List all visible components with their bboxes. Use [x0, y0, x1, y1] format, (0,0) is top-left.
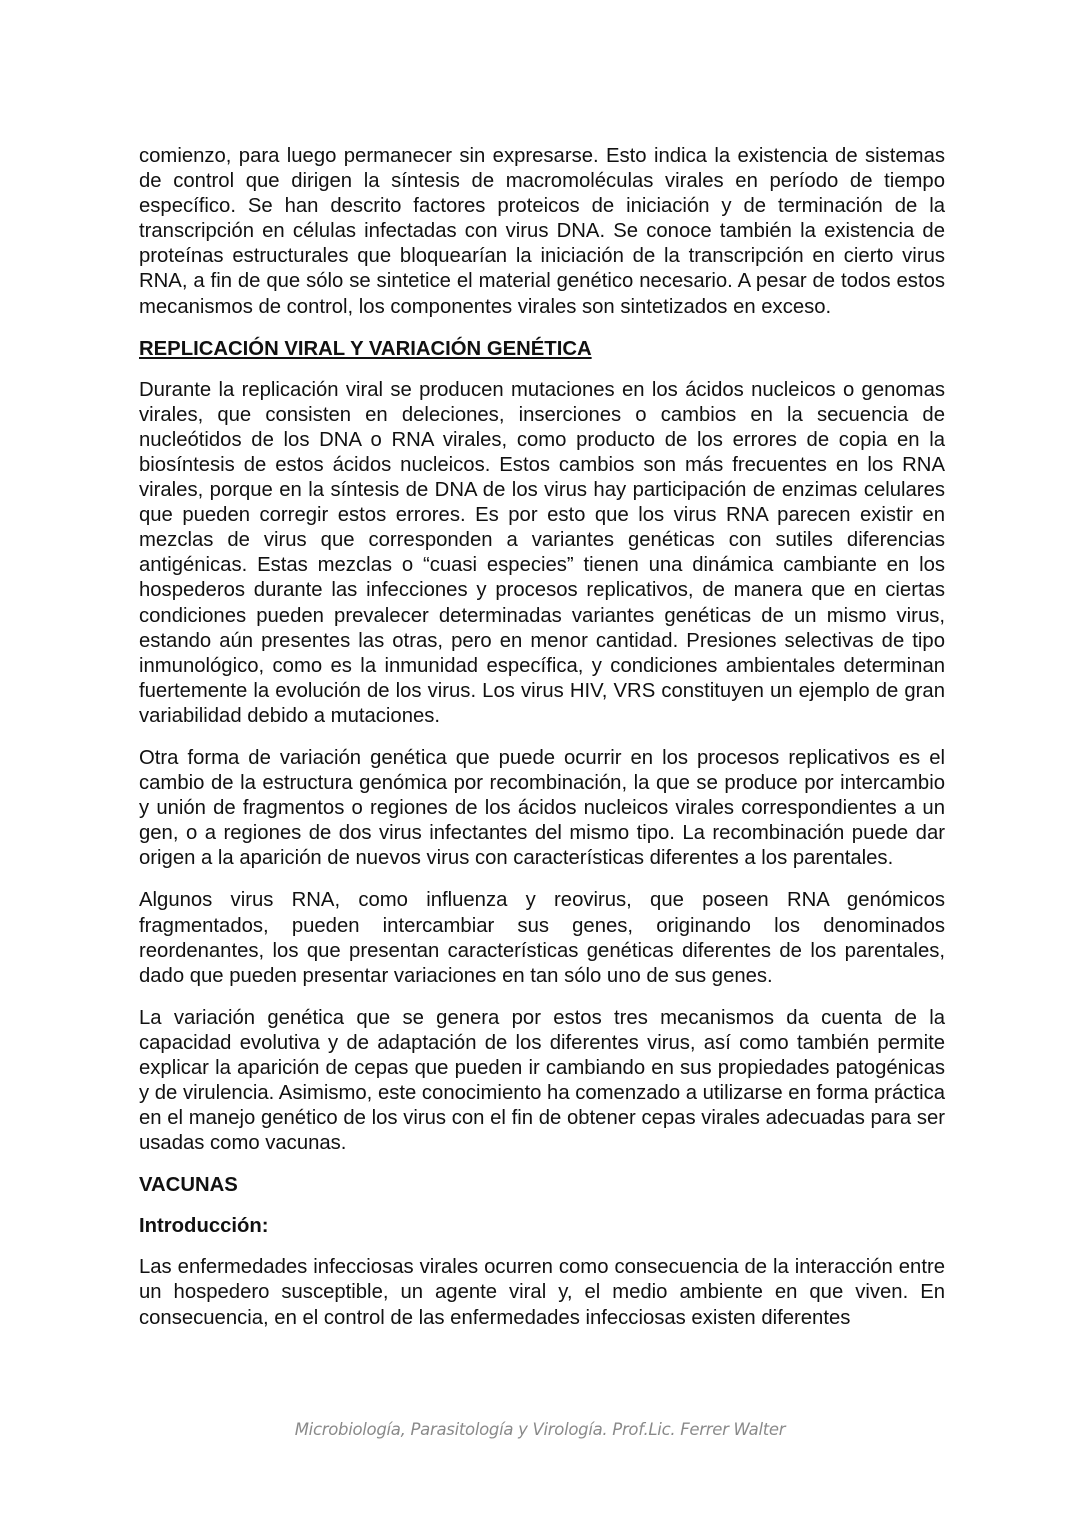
page-footer: Microbiología, Parasitología y Virología. Prof.Lic. Ferrer Walter — [294, 1420, 786, 1439]
document-body — [139, 144, 945, 1348]
replicacion-paragraph-3: Algunos virus RNA, como influenza y reovirus, que poseen RNA genómicos fragmentados, pueden intercambiar sus genes, originando los denominados reordenantes, los que presentan características genéticas diferentes de los parentales, dado que pueden presentar variaciones en tan sólo uno de sus genes. — [139, 889, 945, 987]
replicacion-paragraph-1: Durante la replicación viral se producen mutaciones en los ácidos nucleicos o genomas virales, que consisten en deleciones, inserciones o cambios en la secuencia de nucleótidos de los DNA o RNA virales, como producto de los errores de copia en la biosíntesis de estos ácidos nucleicos. Estos cambios son más frecuentes en los RNA virales, porque en la síntesis de DNA de los virus hay participación de enzimas celulares que pueden corregir estos errores. Es por esto que los virus RNA parecen existir en mezclas de virus que corresponden a variantes genéticas con sutiles diferencias antigénicas. Estas mezclas o “cuasi especies” tienen una dinámica cambiante en los hospederos durante las infecciones y procesos replicativos, de manera que en ciertas condiciones pueden prevalecer determinadas variantes genéticas de un mismo virus, estando aún presentes las otras, pero en menor cantidad. Presiones selectivas de tipo inmunológico, como es la inmunidad específica, y condiciones ambientales determinan fuertemente la evolución de los virus. Los virus HIV, VRS constituyen un ejemplo de gran variabilidad debido a mutaciones. — [139, 378, 945, 727]
intro-paragraph: comienzo, para luego permanecer sin expresarse. Esto indica la existencia de sistemas de control que dirigen la síntesis de macromoléculas virales en período de tiempo específico. Se han descrito factores proteicos de iniciación y de terminación de la transcripción en células infectadas con virus DNA. Se conoce también la existencia de proteínas estructurales que bloquearían la iniciación de la transcripción en cierto virus RNA, a fin de que sólo se sintetice el material genético necesario. A pesar de todos estos mecanismos de control, los componentes virales son sintetizados en exceso. — [139, 145, 945, 318]
vacunas-paragraph-1: Las enfermedades infecciosas virales ocurren como consecuencia de la interacción entre un hospedero susceptible, un agente viral y, el medio ambiente en que viven. En consecuencia, en el control de las enfermedades infecciosas existen diferentes — [139, 1256, 945, 1329]
section-heading-replicacion: REPLICACIÓN VIRAL Y VARIACIÓN GENÉTICA — [139, 337, 592, 360]
replicacion-paragraph-2: Otra forma de variación genética que puede ocurrir en los procesos replicativos es el cambio de la estructura genómica por recombinación, la que se produce por intercambio y unión de fragmentos o regiones de los ácidos nucleicos virales correspondientes a un gen, o a regiones de dos virus infectantes del mismo tipo. La recombinación puede dar origen a la aparición de nuevos virus con características diferentes a los parentales. — [139, 746, 945, 870]
section-heading-vacunas: VACUNAS — [139, 1174, 238, 1197]
replicacion-paragraph-4: La variación genética que se genera por estos tres mecanismos da cuenta de la capacidad evolutiva y de adaptación de los diferentes virus, así como también permite explicar la aparición de cepas que pueden ir cambiando en sus propiedades patogénicas y de virulencia. Asimismo, este conocimiento ha comenzado a utilizarse en forma práctica en el manejo genético de los virus con el fin de obtener cepas virales adecuadas para ser usadas como vacunas. — [139, 1006, 945, 1155]
subheading-introduccion: Introducción: — [139, 1215, 269, 1238]
